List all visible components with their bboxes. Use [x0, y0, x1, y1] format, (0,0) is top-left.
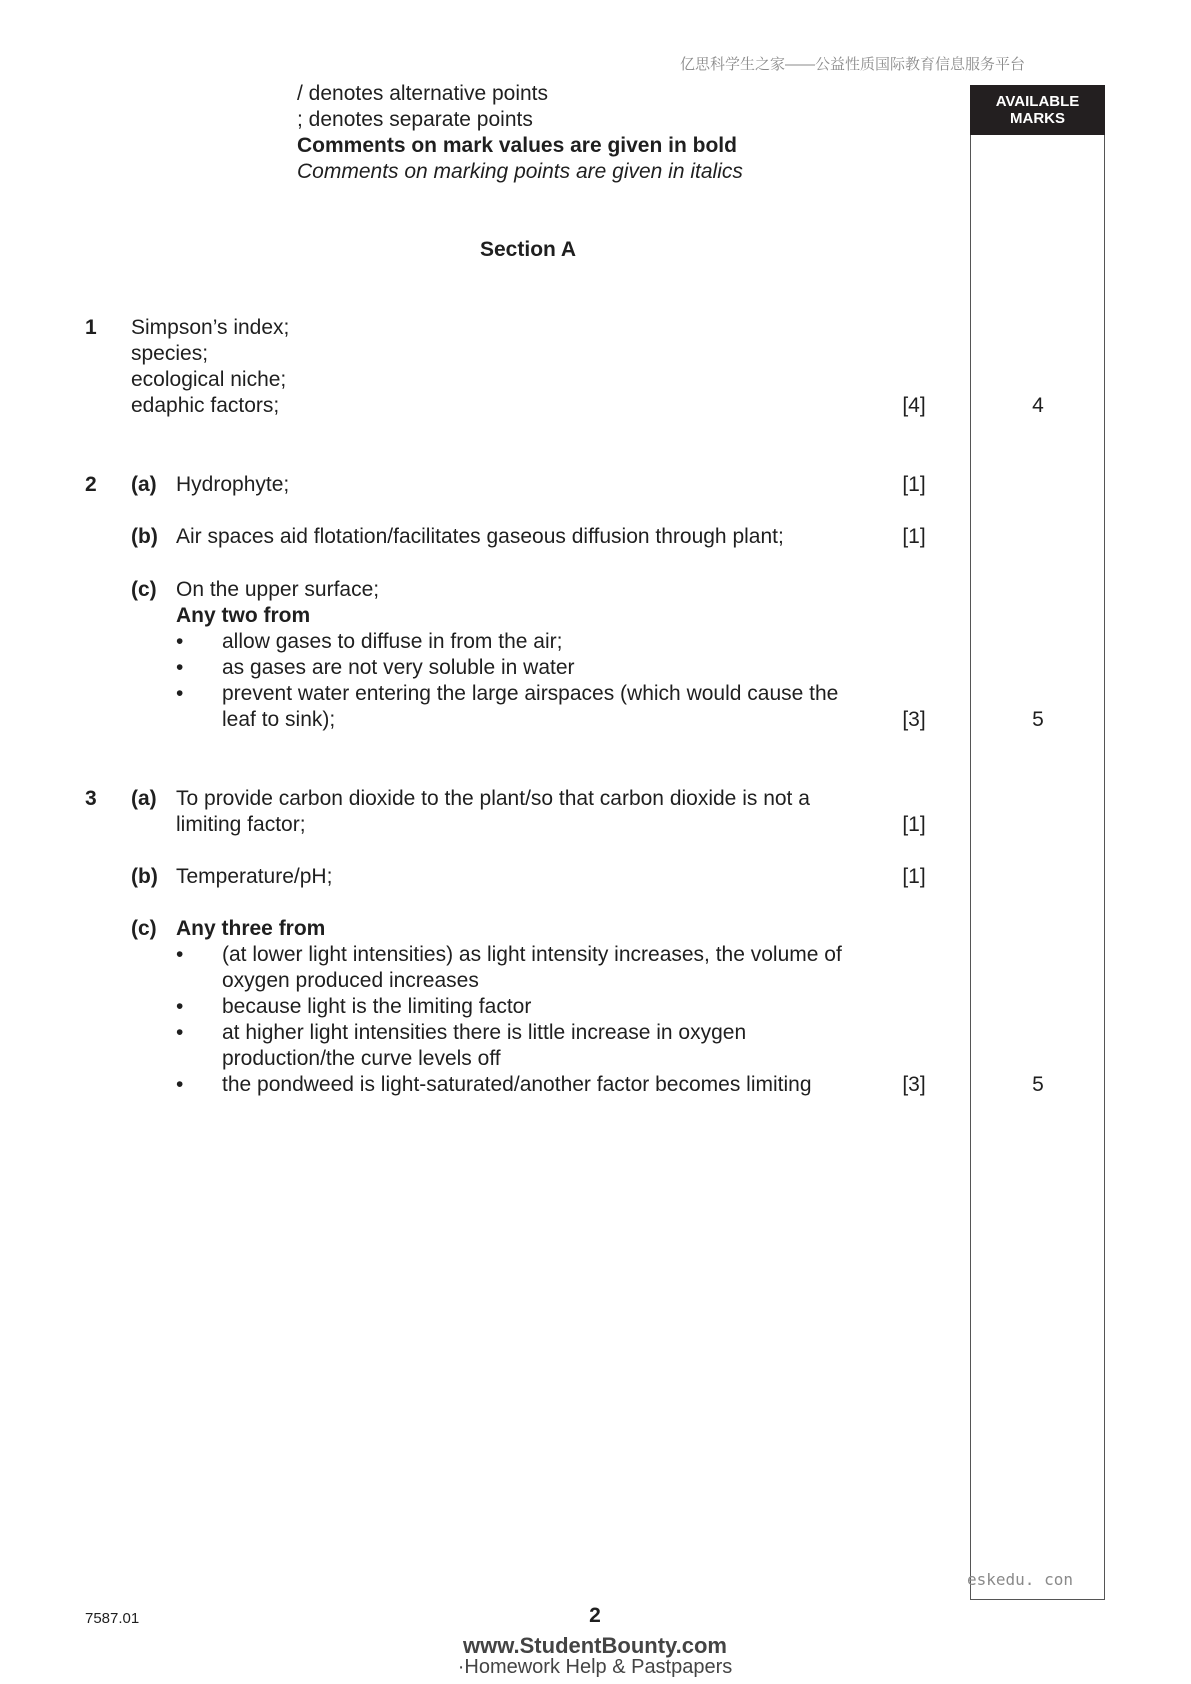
q3c-label: (c) [131, 917, 157, 940]
q2a-label: (a) [131, 473, 157, 496]
legend-alternative: / denotes alternative points [297, 82, 548, 105]
q3c-heading: Any three from [176, 917, 326, 940]
q2c-label: (c) [131, 578, 157, 601]
paper-code: 7587.01 [85, 1610, 140, 1627]
q3a-line1: To provide carbon dioxide to the plant/so that carbon dioxide is not a [176, 787, 810, 810]
q2c-bullet: as gases are not very soluble in water [222, 656, 575, 679]
q2c-mark: [3] [902, 708, 926, 731]
bullet-icon: • [176, 943, 184, 966]
bullet-icon: • [176, 1073, 184, 1096]
q3c-bullet: the pondweed is light-saturated/another factor becomes limiting [222, 1073, 812, 1096]
q2a-mark: [1] [902, 473, 926, 496]
q1-line: species; [131, 342, 209, 365]
q3a-mark: [1] [902, 813, 926, 836]
q2c-bullet: allow gases to diffuse in from the air; [222, 630, 563, 653]
q1-available-marks: 4 [1032, 394, 1044, 417]
q3a-line2: limiting factor; [176, 813, 306, 836]
q3c-bullet: at higher light intensities there is little increase in oxygen [222, 1021, 747, 1044]
bullet-icon: • [176, 630, 184, 653]
q3c-mark: [3] [902, 1073, 926, 1096]
q3c-bullet-continued: oxygen produced increases [222, 969, 479, 992]
available-marks-header [970, 85, 1105, 135]
top-watermark: 亿思科学生之家——公益性质国际教育信息服务平台 [680, 56, 1026, 73]
studentbounty-tagline: ·Homework Help & Pastpapers [457, 1656, 733, 1678]
bottom-watermark: eskedu. con [967, 1570, 1073, 1589]
legend-bold: Comments on mark values are given in bold [297, 134, 737, 157]
question-number-3: 3 [85, 787, 97, 810]
q2b-text: Air spaces aid flotation/facilitates gaseous diffusion through plant; [176, 525, 784, 548]
marks-header-line2: MARKS [1010, 110, 1065, 127]
q3-available-marks: 5 [1032, 1073, 1044, 1096]
section-title: Section A [480, 238, 577, 261]
bullet-icon: • [176, 682, 184, 705]
question-number-1: 1 [85, 316, 97, 339]
q3b-mark: [1] [902, 865, 926, 888]
q3b-text: Temperature/pH; [176, 865, 333, 888]
q3c-bullet: because light is the limiting factor [222, 995, 532, 1018]
bullet-icon: • [176, 656, 184, 679]
q1-line: edaphic factors; [131, 394, 280, 417]
q1-line: Simpson’s index; [131, 316, 290, 339]
legend-separate: ; denotes separate points [297, 108, 533, 131]
legend-italic: Comments on marking points are given in italics [297, 160, 743, 183]
q3c-bullet: (at lower light intensities) as light intensity increases, the volume of [222, 943, 842, 966]
q3b-label: (b) [131, 865, 158, 888]
studentbounty-link[interactable]: www.StudentBounty.com [463, 1633, 727, 1658]
q2b-mark: [1] [902, 525, 926, 548]
available-marks-column [970, 85, 1105, 1600]
q1-mark: [4] [902, 394, 926, 417]
q2-available-marks: 5 [1032, 708, 1044, 731]
marks-header-line1: AVAILABLE [995, 93, 1080, 110]
bullet-icon: • [176, 1021, 184, 1044]
q2c-line1: On the upper surface; [176, 578, 380, 601]
question-number-2: 2 [85, 473, 97, 496]
q2b-label: (b) [131, 525, 158, 548]
q3a-label: (a) [131, 787, 157, 810]
bullet-icon: • [176, 995, 184, 1018]
q2c-bullet: prevent water entering the large airspaces (which would cause the [222, 682, 839, 705]
q2c-heading: Any two from [176, 604, 311, 627]
page-number: 2 [589, 1604, 601, 1627]
q2c-bullet-continued: leaf to sink); [222, 708, 336, 731]
q3c-bullet-continued: production/the curve levels off [222, 1047, 501, 1070]
q2a-text: Hydrophyte; [176, 473, 290, 496]
q1-line: ecological niche; [131, 368, 287, 391]
